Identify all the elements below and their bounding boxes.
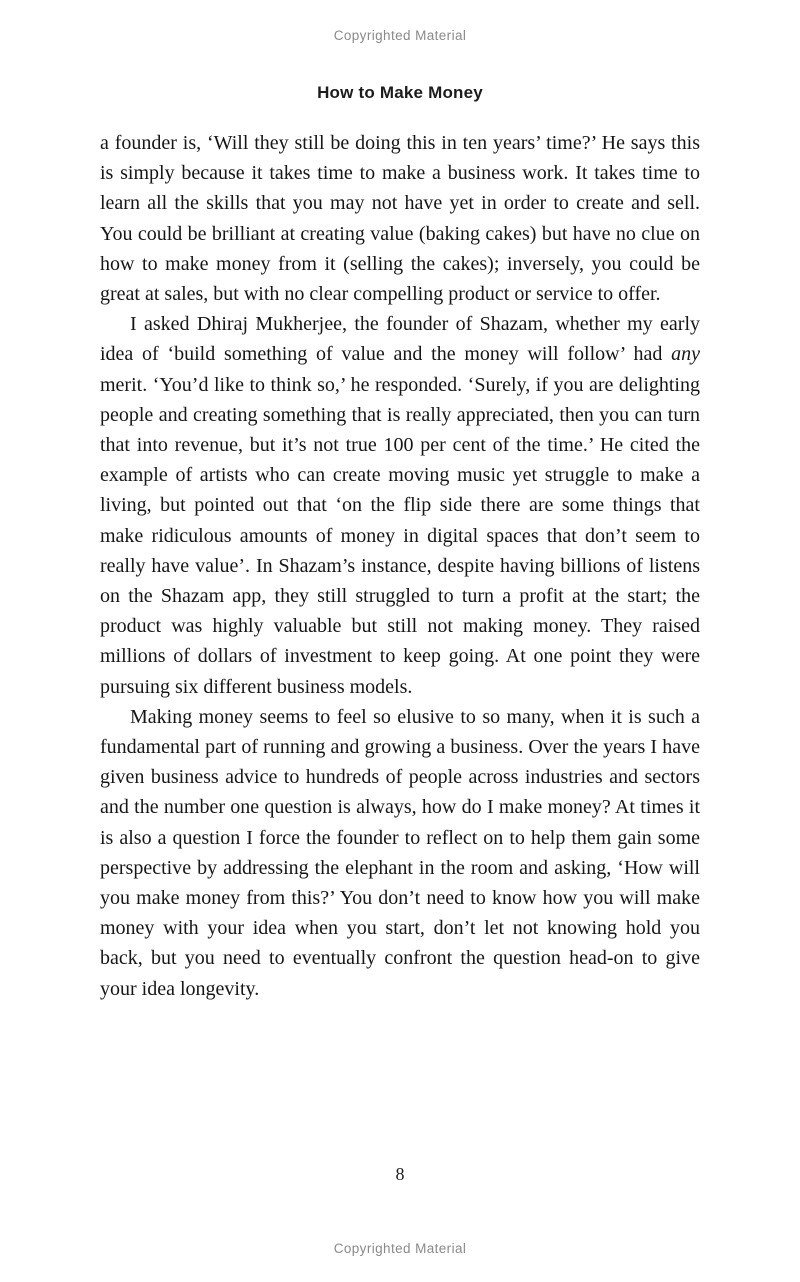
paragraph xyxy=(100,309,700,702)
page-body xyxy=(100,128,700,1004)
paragraph: Making money seems to feel so elusive to so many, when it is such a fundamental part of running and growing a business. Over the years I have given business advice to hundreds of people across industries and sectors and the number one question is always, how do I make money? At times it is also a question I force the founder to reflect on to help them gain some perspective by addressing the elephant in the room and asking, ‘How will you make money from this?’ You don’t need to know how you will make money with your idea when you start, don’t let not knowing hold you back, but you need to eventually confront the question head-on to give your idea longevity. xyxy=(100,705,700,1000)
copyright-notice-top: Copyrighted Material xyxy=(333,28,467,43)
copyright-notice-bottom: Copyrighted Material xyxy=(333,1241,467,1256)
page-number: 8 xyxy=(395,1164,405,1184)
paragraph-text: I asked Dhiraj Mukherjee, the founder of Shazam, whether my early idea of ‘build something of value and the money will follow’ had xyxy=(100,313,700,366)
running-header: How to Make Money xyxy=(317,83,483,102)
paragraph-text: merit. ‘You’d like to think so,’ he responded. ‘Surely, if you are delighting people and creating something that is really appreciated, then you can turn that into revenue, but it’s not true 100 per cent of the time.’ He cited the example of artists who can create moving music yet struggle to make a living, but pointed out that ‘on the flip side there are some things that make ridiculous amounts of money in digital spaces that don’t seem to really have value’. In Shazam’s instance, despite having billions of listens on the Shazam app, they still struggled to turn a profit at the start; the product was highly valuable but still not making money. They raised millions of dollars of investment to keep going. At one point they were pursuing six different business models. xyxy=(100,373,700,698)
paragraph: a founder is, ‘Will they still be doing this in ten years’ time?’ He says this is simply because it takes time to make a business work. It takes time to learn all the skills that you may not have yet in order to create and sell. You could be brilliant at creating value (baking cakes) but have no clue on how to make money from it (selling the cakes); inversely, you could be great at sales, but with no clear compelling product or service to offer. xyxy=(100,132,700,306)
italic-word: any xyxy=(671,343,700,366)
